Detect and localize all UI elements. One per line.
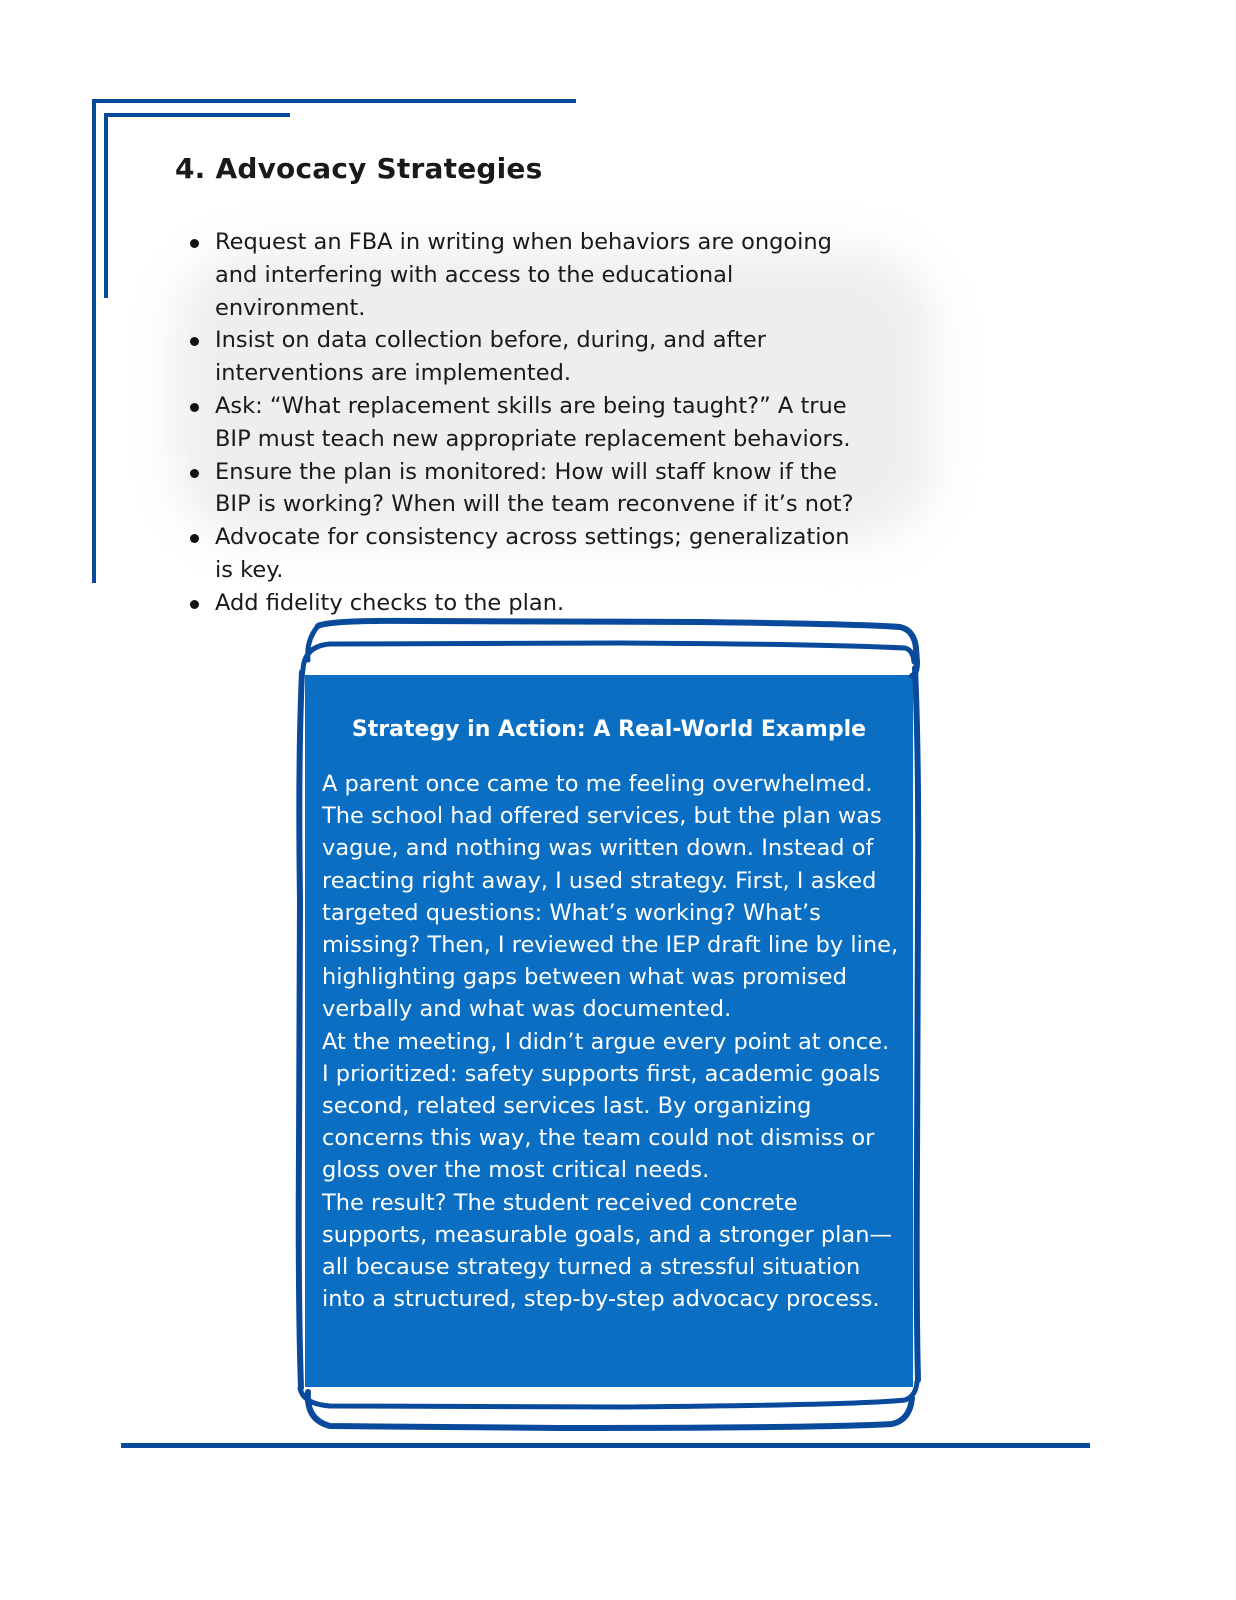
list-item-text: Insist on data collection before, during, and after interventions are implemented. <box>215 327 766 387</box>
list-item-text: Request an FBA in writing when behaviors are ongoing and interfering with access to the educational environment. <box>215 229 832 321</box>
frame-right-stroke <box>915 668 918 1380</box>
bottom-rule <box>121 1443 1090 1448</box>
list-item-text: Ask: “What replacement skills are being taught?” A true BIP must teach new appropriate replacement behaviors. <box>215 392 851 452</box>
frame-bottom-inner-stroke <box>300 1382 917 1407</box>
list-item-text: Ensure the plan is monitored: How will staff know if the BIP is working? When will the team reconvene if it’s not? <box>215 458 854 518</box>
example-paragraph: A parent once came to me feeling overwhelmed. The school had offered services, but the plan was vague, and nothing was written down. Instead of reacting right away, I used strategy. First, I asked targeted questions: What’s working? What’s missing? Then, I reviewed the IEP draft line by line, highlighting gaps between what was promised verbally and what was documented. <box>322 771 899 1023</box>
frame-top-outer-stroke <box>318 621 917 676</box>
example-paragraph: The result? The student received concrete supports, measurable goals, and a stronger plan—all because strategy turned a stressful situation into a structured, step-by-step advocacy process. <box>322 1189 892 1313</box>
frame-top-arc <box>308 626 318 660</box>
frame-bottom-outer-stroke <box>308 1392 912 1428</box>
example-paragraph: At the meeting, I didn’t argue every point at once. I prioritized: safety supports first, academic goals second, related services last. By organizing concerns this way, the team could not dismiss or gloss over the most critical needs. <box>322 1028 890 1184</box>
list-item-text: Advocate for consistency across settings; generalization is key. <box>215 524 850 583</box>
list-item-text: Add fidelity checks to the plan. <box>215 589 565 616</box>
example-title: Strategy in Action: A Real-World Example <box>351 717 867 742</box>
frame-left-stroke <box>299 672 302 1388</box>
frame-top-inner-stroke <box>303 643 914 670</box>
section-title: 4. Advocacy Strategies <box>175 152 543 185</box>
